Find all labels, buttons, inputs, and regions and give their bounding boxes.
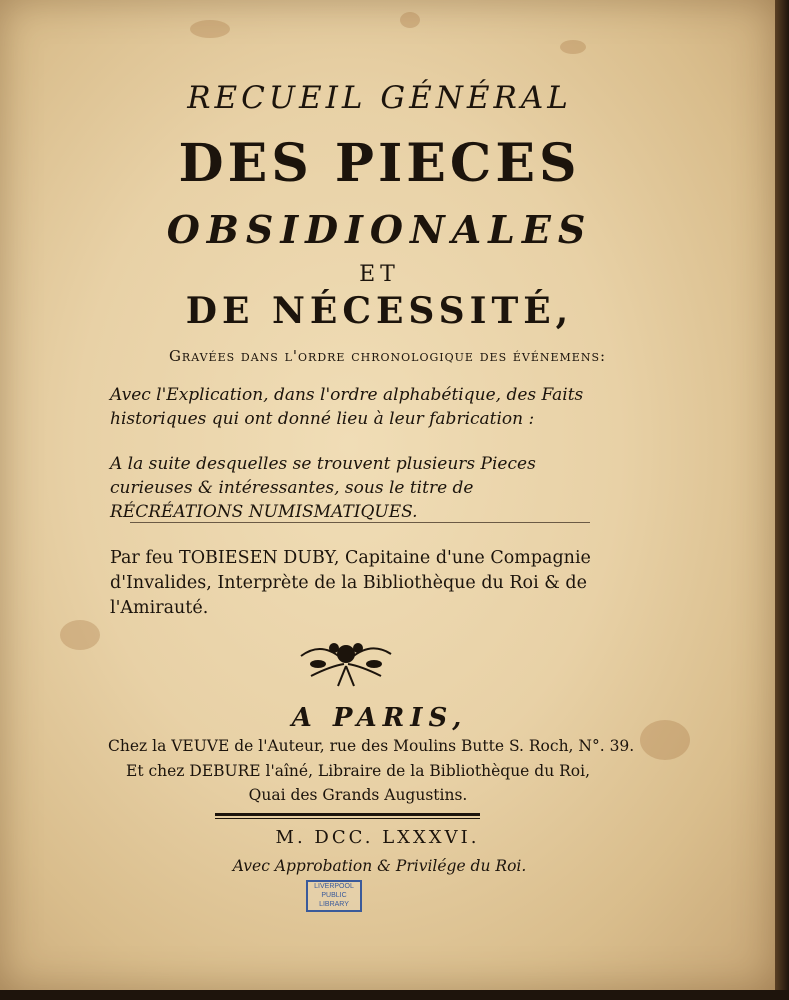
subtitle: Gravées dans l'ordre chronologique des événemens:: [168, 347, 607, 365]
foxing-stain: [400, 12, 420, 28]
floral-ornament-icon: [296, 636, 396, 691]
book-edge: [775, 0, 789, 1000]
library-stamp-text: LIVERPOOL PUBLIC LIBRARY: [314, 883, 354, 908]
double-rule: [215, 813, 480, 816]
foxing-stain: [560, 40, 586, 54]
title-line-1: RECUEIL GÉNÉRAL: [187, 80, 572, 116]
book-bottom-edge: [0, 990, 789, 1000]
library-stamp: [306, 880, 362, 912]
suite-paragraph: A la suite desquelles se trouvent plusieurs Pieces curieuses & intéressantes, sous le titre de RÉCRÉATIONS NUMISMATIQUES.: [110, 454, 536, 522]
divider: [130, 522, 590, 523]
title-line-2: DES PIECES: [178, 133, 581, 194]
title-line-3: OBSIDIONALES: [166, 207, 593, 252]
foxing-stain: [60, 620, 100, 650]
approbation: Avec Approbation & Privilége du Roi.: [232, 857, 527, 875]
publication-date: M. DCC. LXXXVI.: [275, 827, 480, 848]
place-of-publication: A PARIS,: [291, 703, 468, 733]
author-paragraph: Par feu TOBIESEN DUBY, Capitaine d'une Compagnie d'Invalides, Interprète de la Bibliothèque du Roi & de l'Amirauté.: [110, 548, 591, 618]
imprint-line-1: Chez la VEUVE de l'Auteur, rue des Moulins Butte S. Roch, N°. 39.: [108, 737, 635, 755]
explication-paragraph: Avec l'Explication, dans l'ordre alphabétique, des Faits historiques qui ont donné lieu à leur fabrication :: [110, 385, 584, 429]
foxing-stain: [190, 20, 230, 38]
title-line-5: DE NÉCESSITÉ,: [185, 290, 574, 332]
imprint-line-2: Et chez DEBURE l'aîné, Libraire de la Bibliothèque du Roi,: [126, 762, 590, 780]
double-rule-thin: [215, 818, 480, 819]
title-line-4: ET: [359, 262, 400, 287]
imprint-line-3: Quai des Grands Augustins.: [248, 786, 468, 804]
